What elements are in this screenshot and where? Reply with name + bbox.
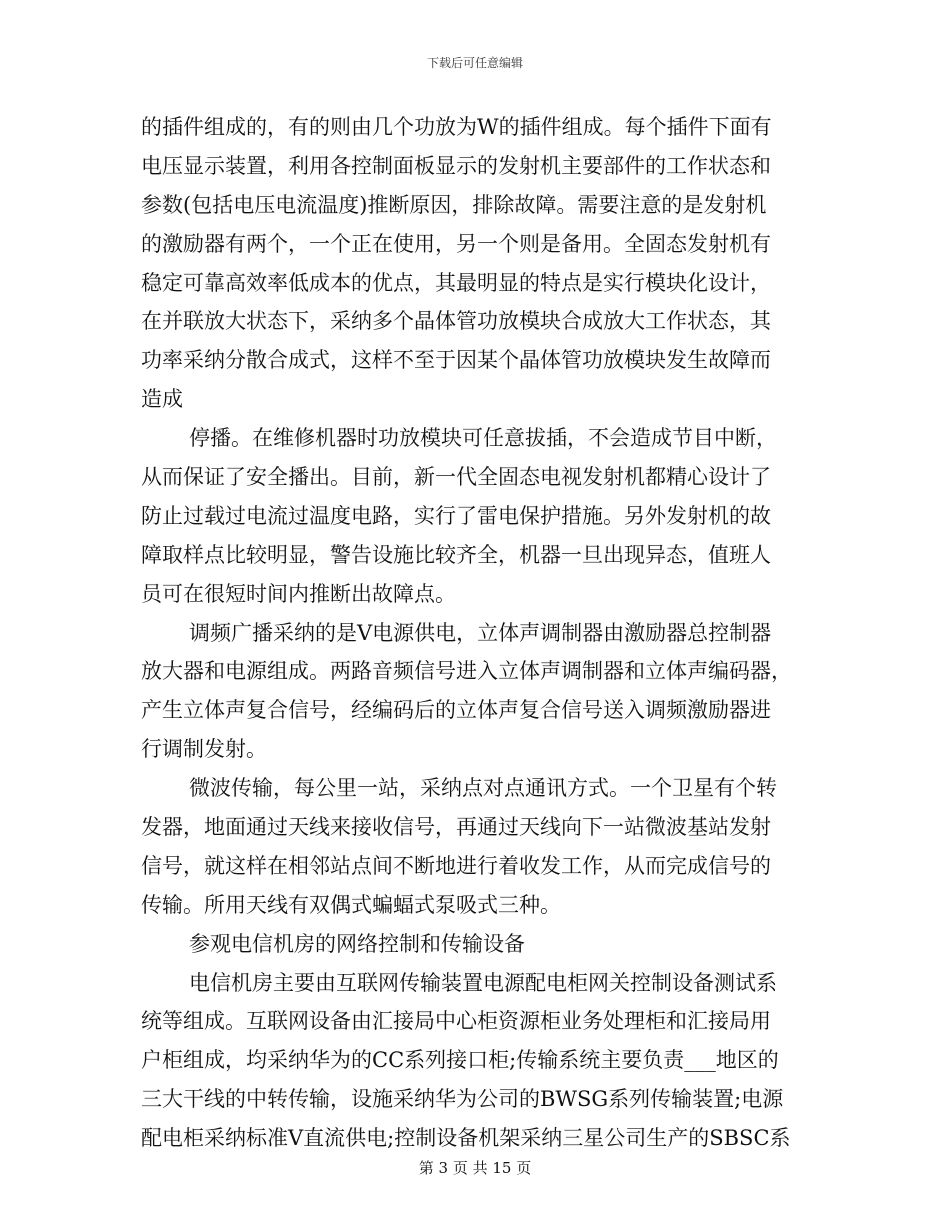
page-header: 下载后可任意编辑 (426, 56, 523, 70)
text-line: 电压显示装置，利用各控制面板显示的发射机主要部件的工作状态和 (141, 153, 771, 178)
text-line: 从而保证了安全播出。目前，新一代全固态电视发射机都精心设计了 (141, 465, 771, 490)
text-line: 造成 (141, 387, 183, 412)
text-line: 在并联放大状态下，采纳多个晶体管功放模块合成放大工作状态，其 (141, 309, 771, 334)
paragraph-first-line: 参观电信机房的网络控制和传输设备 (189, 931, 525, 956)
text-line: 障取样点比较明显，警告设施比较齐全，机器一旦出现异态，值班人 (141, 542, 771, 567)
paragraph-first-line: 停播。在维修机器时功放模块可任意拔插，不会造成节目中断， (189, 426, 777, 451)
text-line: 产生立体声复合信号，经编码后的立体声复合信号送入调频激励器进 (141, 698, 771, 723)
text-line: 防止过载过电流过温度电路，实行了雷电保护措施。另外发射机的故 (141, 503, 771, 528)
text-line: 发器，地面通过天线来接收信号，再通过天线向下一站微波基站发射 (141, 815, 771, 840)
text-line: 员可在很短时间内推断出故障点。 (141, 581, 456, 606)
text-line: 传输。所用天线有双偶式蝙蝠式泵吸式三种。 (141, 892, 561, 917)
text-line: 统等组成。互联网设备由汇接局中心柜资源柜业务处理柜和汇接局用 (141, 1009, 771, 1034)
paragraph-first-line: 调频广播采纳的是V电源供电，立体声调制器由激励器总控制器 (189, 620, 772, 645)
text-line: 三大干线的中转传输，设施采纳华为公司的BWSG系列传输装置;电源 (141, 1087, 784, 1112)
text-line: 功率采纳分散合成式，这样不至于因某个晶体管功放模块发生故障而 (141, 348, 771, 373)
text-line: 信号，就这样在相邻站点间不断地进行着收发工作，从而完成信号的 (141, 853, 771, 878)
text-line: 的激励器有两个，一个正在使用，另一个则是备用。全固态发射机有 (141, 231, 771, 256)
page-number-footer: 第 3 页 共 15 页 (418, 1159, 532, 1177)
text-line: 参数(包括电压电流温度)推断原因，排除故障。需要注意的是发射机 (141, 192, 767, 217)
text-line: 配电柜采纳标准V直流供电;控制设备机架采纳三星公司生产的SBSC系 (141, 1126, 791, 1151)
text-line: 行调制发射。 (141, 737, 267, 762)
text-line: 放大器和电源组成。两路音频信号进入立体声调制器和立体声编码器， (141, 659, 792, 684)
text-line: 稳定可靠高效率低成本的优点，其最明显的特点是实行模块化设计， (141, 270, 771, 295)
document-body (141, 108, 813, 1158)
text-line: 的插件组成的，有的则由几个功放为W的插件组成。每个插件下面有 (141, 115, 772, 139)
text-line: 户柜组成，均采纳华为的CC系列接口柜;传输系统主要负责___地区的 (141, 1048, 779, 1073)
paragraph-first-line: 电信机房主要由互联网传输装置电源配电柜网关控制设备测试系 (189, 970, 777, 995)
paragraph-first-line: 微波传输，每公里一站，采纳点对点通讯方式。一个卫星有个转 (189, 776, 777, 801)
